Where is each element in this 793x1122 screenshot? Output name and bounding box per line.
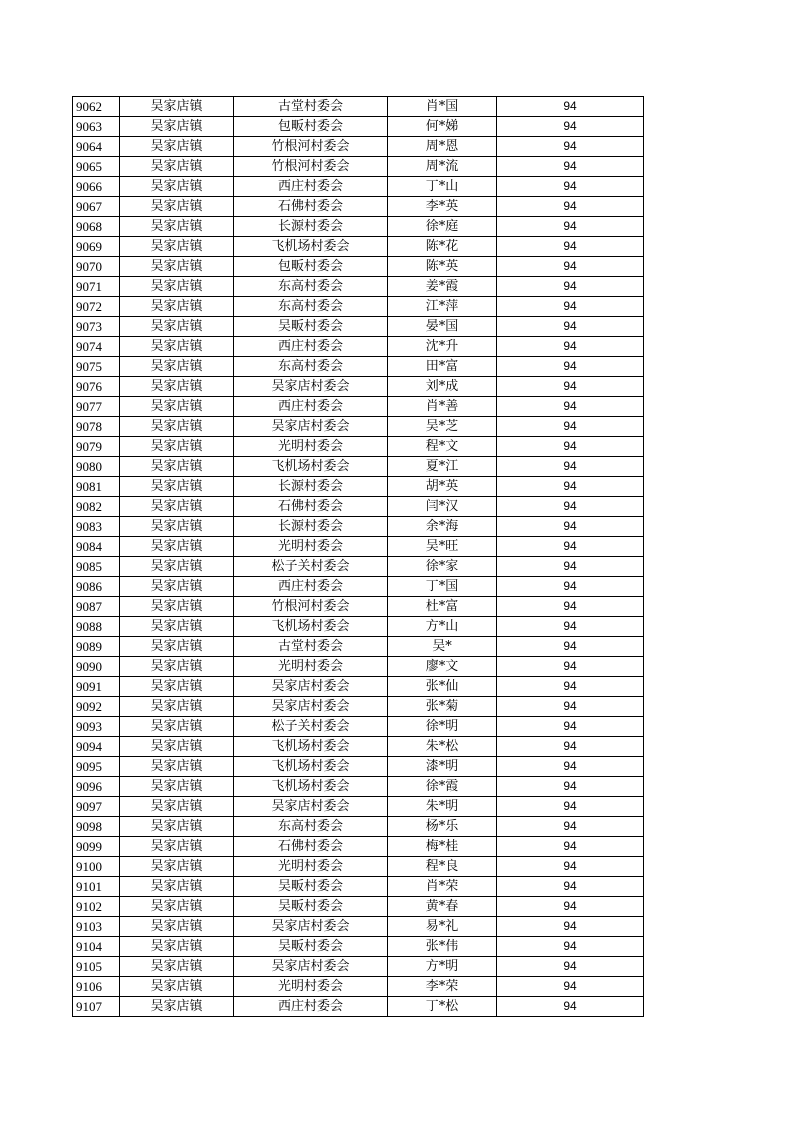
town-cell: 吴家店镇 (120, 377, 234, 397)
score-cell: 94 (497, 837, 644, 857)
record-id-cell: 9096 (73, 777, 120, 797)
table-row (73, 697, 644, 717)
record-id-cell: 9079 (73, 437, 120, 457)
record-id-cell: 9070 (73, 257, 120, 277)
town-cell: 吴家店镇 (120, 457, 234, 477)
score-cell: 94 (497, 157, 644, 177)
record-id-cell: 9092 (73, 697, 120, 717)
town-cell: 吴家店镇 (120, 477, 234, 497)
table-row (73, 877, 644, 897)
village-committee-cell: 古堂村委会 (234, 637, 388, 657)
table-row (73, 537, 644, 557)
village-committee-cell: 竹根河村委会 (234, 597, 388, 617)
score-cell: 94 (497, 497, 644, 517)
record-id-cell: 9104 (73, 937, 120, 957)
record-id-cell: 9105 (73, 957, 120, 977)
score-cell: 94 (497, 417, 644, 437)
village-committee-cell: 西庄村委会 (234, 337, 388, 357)
town-cell: 吴家店镇 (120, 577, 234, 597)
village-committee-cell: 吴畈村委会 (234, 937, 388, 957)
town-cell: 吴家店镇 (120, 717, 234, 737)
score-cell: 94 (497, 997, 644, 1017)
score-cell: 94 (497, 217, 644, 237)
score-cell: 94 (497, 97, 644, 117)
name-cell: 徐*霞 (388, 777, 497, 797)
score-cell: 94 (497, 377, 644, 397)
record-id-cell: 9100 (73, 857, 120, 877)
name-cell: 余*海 (388, 517, 497, 537)
record-id-cell: 9063 (73, 117, 120, 137)
village-committee-cell: 东高村委会 (234, 357, 388, 377)
town-cell: 吴家店镇 (120, 897, 234, 917)
name-cell: 朱*明 (388, 797, 497, 817)
town-cell: 吴家店镇 (120, 877, 234, 897)
name-cell: 杜*富 (388, 597, 497, 617)
table-row (73, 197, 644, 217)
name-cell: 姜*霞 (388, 277, 497, 297)
score-cell: 94 (497, 197, 644, 217)
score-cell: 94 (497, 937, 644, 957)
score-cell: 94 (497, 697, 644, 717)
table-row (73, 177, 644, 197)
record-id-cell: 9062 (73, 97, 120, 117)
name-cell: 方*明 (388, 957, 497, 977)
table-row (73, 157, 644, 177)
table-row (73, 377, 644, 397)
town-cell: 吴家店镇 (120, 177, 234, 197)
village-committee-cell: 飞机场村委会 (234, 737, 388, 757)
name-cell: 吴*芝 (388, 417, 497, 437)
village-committee-cell: 光明村委会 (234, 977, 388, 997)
table-row (73, 117, 644, 137)
table-row (73, 657, 644, 677)
town-cell: 吴家店镇 (120, 757, 234, 777)
table-row (73, 777, 644, 797)
town-cell: 吴家店镇 (120, 837, 234, 857)
town-cell: 吴家店镇 (120, 197, 234, 217)
table-row (73, 277, 644, 297)
village-committee-cell: 飞机场村委会 (234, 237, 388, 257)
record-id-cell: 9069 (73, 237, 120, 257)
name-cell: 漆*明 (388, 757, 497, 777)
record-id-cell: 9065 (73, 157, 120, 177)
table-row (73, 717, 644, 737)
town-cell: 吴家店镇 (120, 657, 234, 677)
town-cell: 吴家店镇 (120, 997, 234, 1017)
town-cell: 吴家店镇 (120, 317, 234, 337)
town-cell: 吴家店镇 (120, 397, 234, 417)
village-committee-cell: 飞机场村委会 (234, 617, 388, 637)
village-committee-cell: 吴家店村委会 (234, 797, 388, 817)
name-cell: 廖*文 (388, 657, 497, 677)
name-cell: 杨*乐 (388, 817, 497, 837)
village-committee-cell: 东高村委会 (234, 297, 388, 317)
score-cell: 94 (497, 737, 644, 757)
table-row (73, 517, 644, 537)
record-id-cell: 9098 (73, 817, 120, 837)
town-cell: 吴家店镇 (120, 557, 234, 577)
name-cell: 易*礼 (388, 917, 497, 937)
record-id-cell: 9083 (73, 517, 120, 537)
table-row (73, 757, 644, 777)
score-cell: 94 (497, 597, 644, 617)
village-committee-cell: 光明村委会 (234, 437, 388, 457)
score-cell: 94 (497, 957, 644, 977)
score-cell: 94 (497, 777, 644, 797)
score-cell: 94 (497, 757, 644, 777)
table-row (73, 337, 644, 357)
name-cell: 徐*明 (388, 717, 497, 737)
village-committee-cell: 西庄村委会 (234, 397, 388, 417)
table-row (73, 957, 644, 977)
score-cell: 94 (497, 857, 644, 877)
record-id-cell: 9095 (73, 757, 120, 777)
name-cell: 丁*国 (388, 577, 497, 597)
town-cell: 吴家店镇 (120, 857, 234, 877)
score-cell: 94 (497, 717, 644, 737)
village-committee-cell: 光明村委会 (234, 657, 388, 677)
record-id-cell: 9085 (73, 557, 120, 577)
village-committee-cell: 飞机场村委会 (234, 457, 388, 477)
village-committee-cell: 光明村委会 (234, 857, 388, 877)
score-cell: 94 (497, 557, 644, 577)
table-row (73, 817, 644, 837)
table-row (73, 637, 644, 657)
name-cell: 刘*成 (388, 377, 497, 397)
records-table-body (73, 97, 644, 1017)
name-cell: 吴* (388, 637, 497, 657)
name-cell: 周*流 (388, 157, 497, 177)
name-cell: 江*萍 (388, 297, 497, 317)
table-row (73, 917, 644, 937)
score-cell: 94 (497, 317, 644, 337)
name-cell: 肖*善 (388, 397, 497, 417)
table-row (73, 137, 644, 157)
name-cell: 程*文 (388, 437, 497, 457)
score-cell: 94 (497, 437, 644, 457)
record-id-cell: 9064 (73, 137, 120, 157)
village-committee-cell: 西庄村委会 (234, 997, 388, 1017)
village-committee-cell: 竹根河村委会 (234, 157, 388, 177)
town-cell: 吴家店镇 (120, 297, 234, 317)
score-cell: 94 (497, 397, 644, 417)
village-committee-cell: 吴畈村委会 (234, 317, 388, 337)
record-id-cell: 9097 (73, 797, 120, 817)
score-cell: 94 (497, 277, 644, 297)
record-id-cell: 9087 (73, 597, 120, 617)
village-committee-cell: 光明村委会 (234, 537, 388, 557)
town-cell: 吴家店镇 (120, 277, 234, 297)
name-cell: 晏*国 (388, 317, 497, 337)
town-cell: 吴家店镇 (120, 337, 234, 357)
table-row (73, 557, 644, 577)
village-committee-cell: 石佛村委会 (234, 497, 388, 517)
village-committee-cell: 石佛村委会 (234, 197, 388, 217)
score-cell: 94 (497, 117, 644, 137)
village-committee-cell: 包畈村委会 (234, 257, 388, 277)
name-cell: 朱*松 (388, 737, 497, 757)
town-cell: 吴家店镇 (120, 937, 234, 957)
record-id-cell: 9099 (73, 837, 120, 857)
score-cell: 94 (497, 137, 644, 157)
record-id-cell: 9071 (73, 277, 120, 297)
town-cell: 吴家店镇 (120, 117, 234, 137)
table-row (73, 837, 644, 857)
score-cell: 94 (497, 577, 644, 597)
table-row (73, 597, 644, 617)
name-cell: 梅*桂 (388, 837, 497, 857)
town-cell: 吴家店镇 (120, 597, 234, 617)
score-cell: 94 (497, 637, 644, 657)
score-cell: 94 (497, 457, 644, 477)
village-committee-cell: 长源村委会 (234, 477, 388, 497)
town-cell: 吴家店镇 (120, 517, 234, 537)
table-row (73, 237, 644, 257)
table-row (73, 977, 644, 997)
score-cell: 94 (497, 817, 644, 837)
score-cell: 94 (497, 877, 644, 897)
town-cell: 吴家店镇 (120, 697, 234, 717)
score-cell: 94 (497, 917, 644, 937)
village-committee-cell: 长源村委会 (234, 517, 388, 537)
score-cell: 94 (497, 477, 644, 497)
name-cell: 陈*花 (388, 237, 497, 257)
town-cell: 吴家店镇 (120, 257, 234, 277)
name-cell: 丁*松 (388, 997, 497, 1017)
record-id-cell: 9106 (73, 977, 120, 997)
town-cell: 吴家店镇 (120, 137, 234, 157)
table-row (73, 857, 644, 877)
record-id-cell: 9091 (73, 677, 120, 697)
name-cell: 张*仙 (388, 677, 497, 697)
score-cell: 94 (497, 337, 644, 357)
score-cell: 94 (497, 977, 644, 997)
village-committee-cell: 吴家店村委会 (234, 697, 388, 717)
record-id-cell: 9075 (73, 357, 120, 377)
town-cell: 吴家店镇 (120, 217, 234, 237)
village-committee-cell: 松子关村委会 (234, 557, 388, 577)
score-cell: 94 (497, 257, 644, 277)
village-committee-cell: 东高村委会 (234, 817, 388, 837)
record-id-cell: 9089 (73, 637, 120, 657)
name-cell: 陈*英 (388, 257, 497, 277)
name-cell: 肖*荣 (388, 877, 497, 897)
table-row (73, 577, 644, 597)
table-row (73, 457, 644, 477)
record-id-cell: 9088 (73, 617, 120, 637)
table-row (73, 397, 644, 417)
town-cell: 吴家店镇 (120, 817, 234, 837)
table-row (73, 897, 644, 917)
village-committee-cell: 吴家店村委会 (234, 377, 388, 397)
name-cell: 方*山 (388, 617, 497, 637)
village-committee-cell: 吴家店村委会 (234, 957, 388, 977)
record-id-cell: 9090 (73, 657, 120, 677)
town-cell: 吴家店镇 (120, 497, 234, 517)
town-cell: 吴家店镇 (120, 357, 234, 377)
village-committee-cell: 飞机场村委会 (234, 777, 388, 797)
table-row (73, 97, 644, 117)
record-id-cell: 9068 (73, 217, 120, 237)
record-id-cell: 9081 (73, 477, 120, 497)
town-cell: 吴家店镇 (120, 437, 234, 457)
record-id-cell: 9103 (73, 917, 120, 937)
record-id-cell: 9076 (73, 377, 120, 397)
record-id-cell: 9084 (73, 537, 120, 557)
village-committee-cell: 东高村委会 (234, 277, 388, 297)
record-id-cell: 9107 (73, 997, 120, 1017)
score-cell: 94 (497, 617, 644, 637)
name-cell: 何*娣 (388, 117, 497, 137)
table-row (73, 417, 644, 437)
table-row (73, 297, 644, 317)
record-id-cell: 9093 (73, 717, 120, 737)
village-committee-cell: 古堂村委会 (234, 97, 388, 117)
score-cell: 94 (497, 237, 644, 257)
name-cell: 李*英 (388, 197, 497, 217)
table-row (73, 217, 644, 237)
town-cell: 吴家店镇 (120, 97, 234, 117)
table-row (73, 497, 644, 517)
score-cell: 94 (497, 897, 644, 917)
town-cell: 吴家店镇 (120, 237, 234, 257)
village-committee-cell: 吴畈村委会 (234, 897, 388, 917)
town-cell: 吴家店镇 (120, 797, 234, 817)
name-cell: 程*良 (388, 857, 497, 877)
table-row (73, 677, 644, 697)
village-committee-cell: 竹根河村委会 (234, 137, 388, 157)
name-cell: 李*荣 (388, 977, 497, 997)
town-cell: 吴家店镇 (120, 537, 234, 557)
village-committee-cell: 吴家店村委会 (234, 417, 388, 437)
village-committee-cell: 吴家店村委会 (234, 677, 388, 697)
town-cell: 吴家店镇 (120, 157, 234, 177)
town-cell: 吴家店镇 (120, 737, 234, 757)
name-cell: 夏*江 (388, 457, 497, 477)
name-cell: 丁*山 (388, 177, 497, 197)
record-id-cell: 9102 (73, 897, 120, 917)
name-cell: 黄*春 (388, 897, 497, 917)
score-cell: 94 (497, 677, 644, 697)
record-id-cell: 9072 (73, 297, 120, 317)
score-cell: 94 (497, 177, 644, 197)
record-id-cell: 9101 (73, 877, 120, 897)
record-id-cell: 9080 (73, 457, 120, 477)
record-id-cell: 9077 (73, 397, 120, 417)
table-row (73, 257, 644, 277)
name-cell: 徐*庭 (388, 217, 497, 237)
village-committee-cell: 包畈村委会 (234, 117, 388, 137)
village-committee-cell: 西庄村委会 (234, 577, 388, 597)
name-cell: 沈*升 (388, 337, 497, 357)
name-cell: 闫*汉 (388, 497, 497, 517)
town-cell: 吴家店镇 (120, 417, 234, 437)
score-cell: 94 (497, 657, 644, 677)
name-cell: 吴*旺 (388, 537, 497, 557)
table-row (73, 797, 644, 817)
name-cell: 徐*家 (388, 557, 497, 577)
record-id-cell: 9086 (73, 577, 120, 597)
table-row (73, 357, 644, 377)
record-id-cell: 9078 (73, 417, 120, 437)
town-cell: 吴家店镇 (120, 637, 234, 657)
town-cell: 吴家店镇 (120, 617, 234, 637)
record-id-cell: 9074 (73, 337, 120, 357)
village-committee-cell: 长源村委会 (234, 217, 388, 237)
name-cell: 田*富 (388, 357, 497, 377)
score-cell: 94 (497, 357, 644, 377)
score-cell: 94 (497, 537, 644, 557)
name-cell: 张*伟 (388, 937, 497, 957)
table-row (73, 437, 644, 457)
table-row (73, 317, 644, 337)
record-id-cell: 9082 (73, 497, 120, 517)
village-committee-cell: 松子关村委会 (234, 717, 388, 737)
village-committee-cell: 西庄村委会 (234, 177, 388, 197)
name-cell: 周*恩 (388, 137, 497, 157)
record-id-cell: 9094 (73, 737, 120, 757)
table-row (73, 937, 644, 957)
document-page (72, 96, 643, 1017)
town-cell: 吴家店镇 (120, 917, 234, 937)
records-table (72, 96, 644, 1017)
record-id-cell: 9067 (73, 197, 120, 217)
table-row (73, 477, 644, 497)
town-cell: 吴家店镇 (120, 777, 234, 797)
score-cell: 94 (497, 797, 644, 817)
table-row (73, 997, 644, 1017)
village-committee-cell: 吴家店村委会 (234, 917, 388, 937)
name-cell: 张*菊 (388, 697, 497, 717)
score-cell: 94 (497, 297, 644, 317)
record-id-cell: 9073 (73, 317, 120, 337)
table-row (73, 617, 644, 637)
name-cell: 肖*国 (388, 97, 497, 117)
village-committee-cell: 石佛村委会 (234, 837, 388, 857)
village-committee-cell: 吴畈村委会 (234, 877, 388, 897)
town-cell: 吴家店镇 (120, 977, 234, 997)
score-cell: 94 (497, 517, 644, 537)
town-cell: 吴家店镇 (120, 677, 234, 697)
record-id-cell: 9066 (73, 177, 120, 197)
name-cell: 胡*英 (388, 477, 497, 497)
village-committee-cell: 飞机场村委会 (234, 757, 388, 777)
table-row (73, 737, 644, 757)
town-cell: 吴家店镇 (120, 957, 234, 977)
